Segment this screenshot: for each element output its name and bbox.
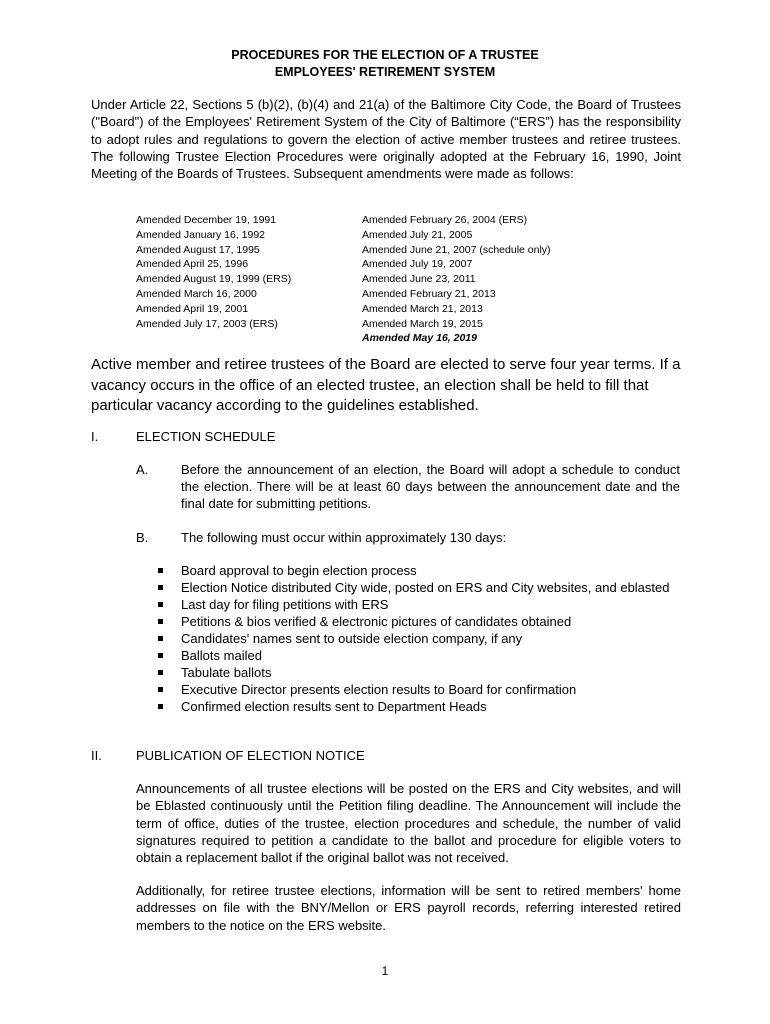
list-item: Executive Director presents election results to Board for confirmation xyxy=(158,681,681,698)
amendment-item: Amended July 21, 2005 xyxy=(362,228,473,241)
section-1-number: I. xyxy=(91,429,99,444)
bullet-square-icon xyxy=(158,653,163,658)
amendment-item: Amended March 16, 2000 xyxy=(136,287,257,300)
schedule-bullet-list xyxy=(158,562,681,715)
bullet-square-icon xyxy=(158,568,163,573)
terms-paragraph: Active member and retiree trustees of the Board are elected to serve four year terms. If a vacancy occurs in the office of an elected trustee, an election shall be held to fill that particular vacancy according to the guidelines established. xyxy=(91,356,681,414)
amendment-item: Amended June 23, 2011 xyxy=(362,273,476,286)
amendment-item: Amended February 21, 2013 xyxy=(362,287,496,300)
bullet-square-icon xyxy=(158,670,163,675)
amendments-left-column xyxy=(136,213,351,331)
section-1a-letter: A. xyxy=(136,462,149,477)
bullet-square-icon xyxy=(158,687,163,692)
list-item: Tabulate ballots xyxy=(158,664,681,681)
bullet-square-icon xyxy=(158,585,163,590)
bullet-square-icon xyxy=(158,602,163,607)
amendment-item: Amended July 17, 2003 (ERS) xyxy=(136,317,278,330)
bullet-square-icon xyxy=(158,619,163,624)
amendment-item: Amended July 19, 2007 xyxy=(362,258,473,271)
amendment-item: Amended March 19, 2015 xyxy=(362,317,483,330)
section-1b-letter: B. xyxy=(136,530,149,545)
list-item: Board approval to begin election process xyxy=(158,562,681,579)
document-title-line2: EMPLOYEES' RETIREMENT SYSTEM xyxy=(274,65,496,79)
section-1b-text: The following must occur within approximately 130 days: xyxy=(181,530,507,545)
page-number: 1 xyxy=(381,964,389,978)
amendment-item: Amended January 16, 1992 xyxy=(136,228,266,241)
amendment-item: Amended August 19, 1999 (ERS) xyxy=(136,273,292,286)
amendment-item: Amended March 21, 2013 xyxy=(362,302,483,315)
section-2-paragraph-2: Additionally, for retiree trustee elections, information will be sent to retired members' home addresses on file with the BNY/Mellon or ERS payroll records, referring interested retired members to the notice on the ERS website. xyxy=(136,883,681,933)
section-2-paragraph-1: Announcements of all trustee elections will be posted on the ERS and City websites, and will be Eblasted continuously until the Petition filing deadline. The Announcement will include the term of office, duties of the trustee, election procedures and schedule, the number of valid signatures required to petition a candidate to the ballot and procedure for eligible voters to obtain a replacement ballot if the original ballot was not received. xyxy=(136,781,681,866)
amendment-item: Amended December 19, 1991 xyxy=(136,214,277,226)
section-1-heading: ELECTION SCHEDULE xyxy=(136,429,276,444)
list-item: Last day for filing petitions with ERS xyxy=(158,596,681,613)
amendment-latest: Amended May 16, 2019 xyxy=(362,332,477,345)
list-item: Confirmed election results sent to Department Heads xyxy=(158,698,681,715)
list-item: Election Notice distributed City wide, posted on ERS and City websites, and eblasted xyxy=(158,579,681,596)
bullet-square-icon xyxy=(158,704,163,709)
list-item: Petitions & bios verified & electronic pictures of candidates obtained xyxy=(158,613,681,630)
amendments-right-column xyxy=(362,213,602,346)
amendment-item: Amended April 25, 1996 xyxy=(136,258,249,271)
intro-paragraph: Under Article 22, Sections 5 (b)(2), (b)(4) and 21(a) of the Baltimore City Code, the Board of Trustees ("Board") of the Employees' Retirement System of the City of Baltimore (“ERS”) has the responsibility to adopt rules and regulations to govern the election of active member trustees and retiree trustees. The following Trustee Election Procedures were originally adopted at the February 16, 1990, Joint Meeting of the Boards of Trustees. Subsequent amendments were made as follows: xyxy=(91,97,681,182)
section-2-number: II. xyxy=(91,748,102,763)
amendment-item: Amended April 19, 2001 xyxy=(136,302,249,315)
amendment-item: Amended August 17, 1995 xyxy=(136,243,260,256)
document-title-line1: PROCEDURES FOR THE ELECTION OF A TRUSTEE xyxy=(231,48,539,62)
section-2-heading: PUBLICATION OF ELECTION NOTICE xyxy=(136,748,365,763)
bullet-square-icon xyxy=(158,636,163,641)
amendment-item: Amended February 26, 2004 (ERS) xyxy=(362,214,528,226)
amendment-item: Amended June 21, 2007 (schedule only) xyxy=(362,243,551,256)
section-1a-text: Before the announcement of an election, the Board will adopt a schedule to conduct the election. There will be at least 60 days between the announcement date and the final date for submitting petitions. xyxy=(181,462,680,511)
list-item: Candidates' names sent to outside election company, if any xyxy=(158,630,681,647)
list-item: Ballots mailed xyxy=(158,647,681,664)
